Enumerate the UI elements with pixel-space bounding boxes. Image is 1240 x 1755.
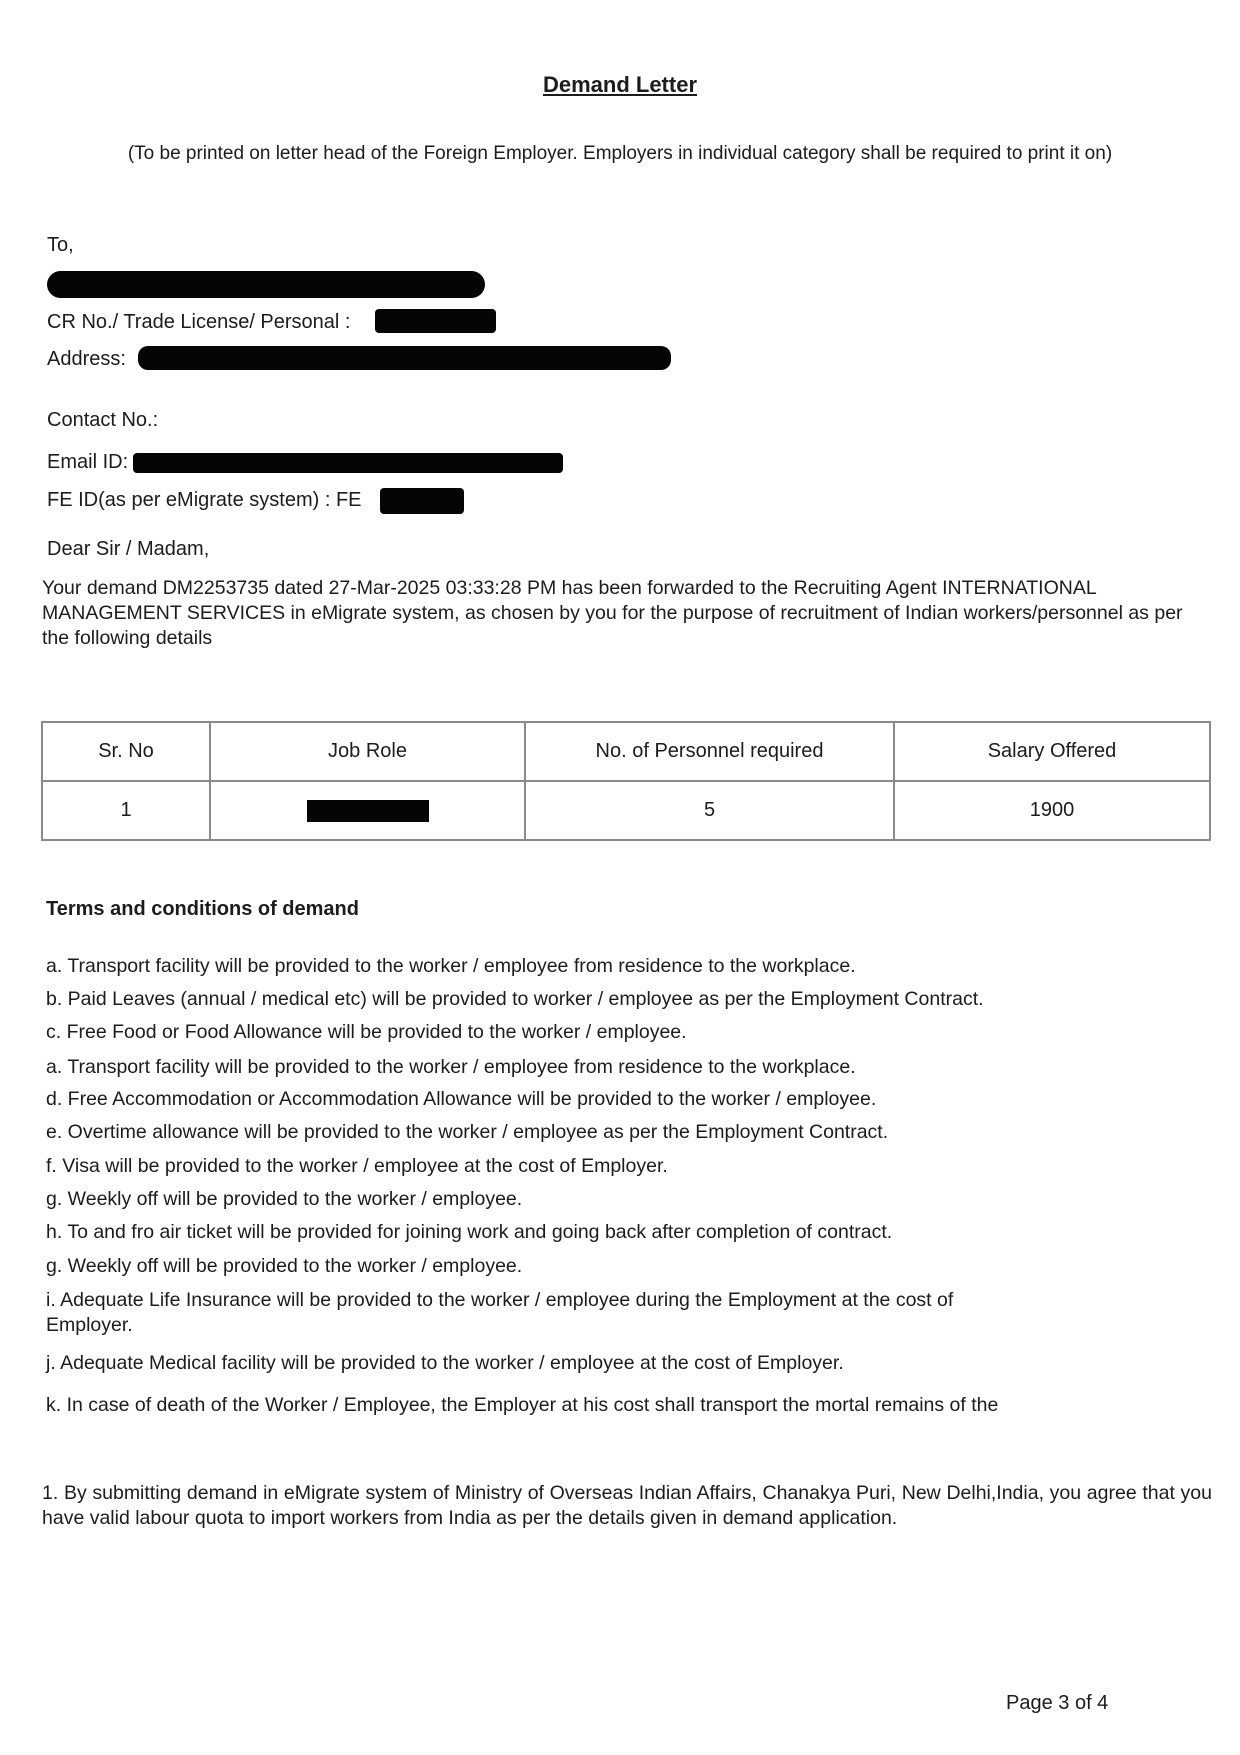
header-salary: Salary Offered — [894, 722, 1210, 781]
declaration-paragraph: 1. By submitting demand in eMigrate system of Ministry of Overseas Indian Affairs, Chanakya Puri, New Delhi,India, you agree that you have valid labour quota to import workers from India as per the details given in demand application. — [42, 1482, 1212, 1529]
cr-number-label: CR No./ Trade License/ Personal : — [47, 311, 351, 333]
page-title: Demand Letter — [542, 72, 698, 97]
term-item: a. Transport facility will be provided to the worker / employee from residence to the workplace. — [46, 1056, 856, 1078]
term-item: c. Free Food or Food Allowance will be provided to the worker / employee. — [46, 1021, 687, 1043]
contact-label: Contact No.: — [47, 409, 159, 431]
table-header-row — [42, 722, 1210, 781]
demand-table — [41, 721, 1211, 841]
redacted-address — [138, 346, 671, 370]
term-item: k. In case of death of the Worker / Employee, the Employer at his cost shall transport the mortal remains of the — [46, 1394, 999, 1416]
email-label: Email ID: — [47, 451, 129, 473]
redacted-email — [133, 453, 563, 473]
table-row — [42, 781, 1210, 840]
cell-job-role — [210, 781, 525, 840]
cell-salary: 1900 — [894, 781, 1210, 840]
term-item: h. To and fro air ticket will be provided for joining work and going back after completion of contract. — [46, 1221, 893, 1243]
header-job-role: Job Role — [210, 722, 525, 781]
fe-id-label: FE ID(as per eMigrate system) : FE — [47, 489, 362, 511]
term-item: b. Paid Leaves (annual / medical etc) will be provided to worker / employee as per the Employment Contract. — [46, 988, 984, 1010]
term-item: j. Adequate Medical facility will be provided to the worker / employee at the cost of Employer. — [46, 1352, 844, 1374]
to-label: To, — [47, 234, 74, 256]
cell-personnel: 5 — [525, 781, 894, 840]
subtitle-note: (To be printed on letter head of the Foreign Employer. Employers in individual category shall be required to print it on) — [127, 143, 1113, 164]
redacted-recipient-name — [47, 271, 485, 298]
cell-sr-no: 1 — [42, 781, 210, 840]
term-item: f. Visa will be provided to the worker / employee at the cost of Employer. — [46, 1155, 668, 1177]
term-item: d. Free Accommodation or Accommodation Allowance will be provided to the worker / employee. — [46, 1088, 877, 1110]
redacted-cr-number — [375, 309, 496, 333]
term-item: a. Transport facility will be provided to the worker / employee from residence to the workplace. — [46, 955, 856, 977]
redacted-fe-id — [380, 488, 464, 514]
header-personnel: No. of Personnel required — [525, 722, 894, 781]
header-sr-no: Sr. No — [42, 722, 210, 781]
term-item: g. Weekly off will be provided to the worker / employee. — [46, 1255, 523, 1277]
terms-heading: Terms and conditions of demand — [46, 898, 359, 920]
intro-paragraph: Your demand DM2253735 dated 27-Mar-2025 03:33:28 PM has been forwarded to the Recruiting Agent INTERNATIONAL MANAGEMENT SERVICES in eMigrate system, as chosen by you for the purpose of recruitment of Indian workers/personnel as per the following details — [42, 577, 1183, 649]
page-number: Page 3 of 4 — [1006, 1692, 1109, 1714]
term-item: e. Overtime allowance will be provided to the worker / employee as per the Employment Contract. — [46, 1121, 889, 1143]
salutation: Dear Sir / Madam, — [47, 538, 210, 560]
term-item: g. Weekly off will be provided to the worker / employee. — [46, 1188, 523, 1210]
address-label: Address: — [47, 348, 126, 370]
term-item: i. Adequate Life Insurance will be provided to the worker / employee during the Employment at the cost of Employer. — [46, 1289, 954, 1336]
redacted-job-role — [307, 800, 429, 822]
